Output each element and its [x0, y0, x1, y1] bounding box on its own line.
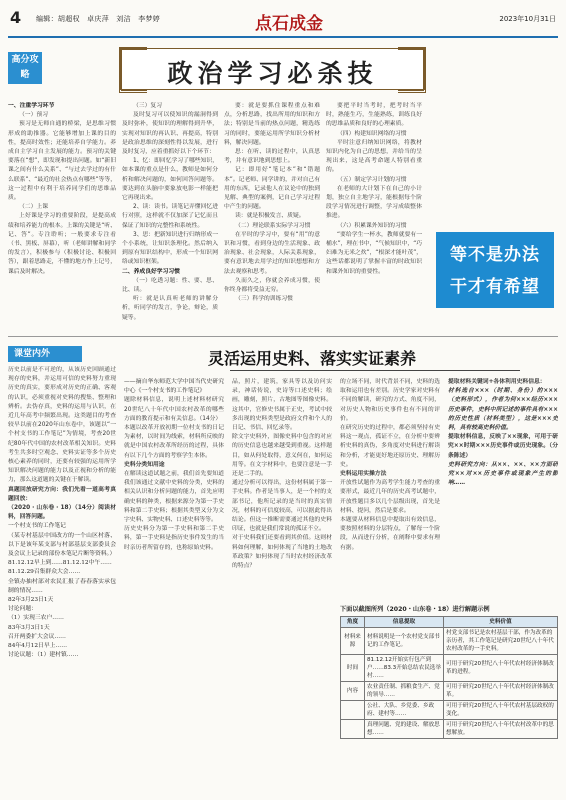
- paragraph: 久而久之，你就会养成习惯，使你终身都将受益无穷。: [224, 277, 320, 294]
- paragraph: 历史以前是不可逆的，从该历史回顾通过现存的史料，并运用可信的史料努力重现历史的真实，要形成对历史的正确、客观的认识，必须重视对史料的搜集、整理和辨析。去伪存真，史料的运用与认识，在近几年高考中频繁出现。这类题目的考查较早以前在2020年山东卷中，该题以“一个村支书的工作笔记”为情境，考查20世纪80年代中国的农村改革相关知识。史料考生共多时空观念、史料实证等多个历史核心素养的同时，还要有较强的运用所学知识解决问题的能力以及正视和分析的能力，那么这道题的关键在于解读。: [8, 367, 116, 484]
- quoted-material: 讨论议题：（1）建村镇……: [8, 652, 79, 659]
- paragraph-heading: 史料分类知用途: [124, 461, 165, 468]
- article2-column-2: [124, 378, 224, 792]
- section-divider: [8, 336, 558, 337]
- paragraph: “要给学生一杯水，教师就要有一桶水”，理在书中，“气候知识中，“巧妇难为无米之炊”，“根深才能叶茂”，这些话都说明了掌握丰富的时政知识和课外知识的重要性。: [326, 231, 422, 275]
- article2-column-4: [340, 378, 440, 596]
- paragraph: 1、忆：即回忆学习了哪些知识，如本课的重点是什么，教师是如何分析和解决问题的，如何回答问题等。要达到在头脑中要象放电影一样能把它再现出来。: [122, 158, 218, 202]
- article-column-1: [8, 102, 116, 328]
- article-column-2: [122, 102, 218, 328]
- table-header-row: [341, 617, 558, 628]
- slogan-line-1: 等不是办法: [450, 245, 540, 265]
- article-column-3: [224, 102, 320, 328]
- paragraph: 在解读这道试题之前，我们首先要知道我们该通过文献中史料的分类，史料的相关认识和分析问题的能力，首先应明确史料的种类，根据来源分为第一手史料和第二手史料；根据其类型又分为文字史料、实物史料、口述史料等等。: [124, 471, 224, 524]
- table-header-cell: 角度: [341, 617, 365, 628]
- paragraph: 本题要从材料信息中提取出有效信息，要按照材料的分层特点，了解每一个阶段，从而进行分析，在阐释中要求有理有据。: [340, 517, 440, 551]
- paragraph: 除文字史料外，图像史料中包含的对应的历史信息也越来越受到重视。这样题目，如从何处取得，意义何在，如何运用等。在文字材料中，也要注意是一手还是二手的。: [232, 434, 332, 478]
- quoted-material: 一个村支书的工作笔记: [8, 523, 66, 530]
- issue-date: 2023年10月31日: [499, 15, 556, 23]
- section-title: 点石成金: [255, 14, 323, 34]
- paragraph: 通过分析可以得出，这份材料属于第一手史料。作者是当事人，是一个村的支部书记，他所记录的是当时的真实情况，材料的可信度较高，可以据此得出结论。但这一推断需要通过其他的史料印证，也就是我们常说的孤证不立。: [232, 480, 332, 533]
- table-cell: 公社、大队、乡党委、乡政府、建村等……: [365, 701, 444, 720]
- paragraph: 读：就是积极发言、质疑。: [235, 213, 305, 220]
- paragraph-heading: 一、注重学习环节: [8, 103, 55, 109]
- page-header: [8, 6, 558, 38]
- paragraph: 要：就是要抓住课程重点和难点，分析思路，找出所用的知识和方法；特别是当前的热点问题，精选练习的同时，要能运用所学知识分析材料，解决问题。: [224, 103, 320, 146]
- paragraph: 在研究历史的过程中，都必须坚持有史料这一观点，孤证不立，在分析中要辨析史料的真伪，多角度对史料进行解读和分析，才能更好地还原历史、理解历史。: [340, 425, 440, 468]
- title-underline: [230, 370, 520, 371]
- quoted-material: （某专村基层中国改方的一个山区村落、以下是该年某支部与村部基层支部委员会及会议上记录的部份本笔记片断等资料。）: [8, 532, 116, 558]
- paragraph: （四）构建知识网络的习惯: [337, 130, 407, 137]
- paragraph: （一）预习: [19, 112, 48, 119]
- article-title-2: 灵活运用史料、落实实证素养: [208, 349, 417, 368]
- table-cell: 可用于研究20世纪八十年代农村基层政权的变化。: [444, 701, 558, 720]
- quoted-material: ——摘自华东师范大学中国当代史研究中心《一个村支书的工作笔记》: [124, 379, 224, 395]
- table-row: [341, 655, 558, 682]
- paragraph-heading: 史料运用实操方法: [340, 471, 387, 478]
- paragraph: 听：就是认真听老师的讲解分析，听同学的发言，争论，辩论，质疑等。: [122, 296, 218, 321]
- column-tag-classroom: 课堂内外: [8, 346, 82, 362]
- table-row: [341, 720, 558, 739]
- slogan-box: [436, 232, 554, 308]
- paragraph: 题除材料信息，说明上述材料材研究20世纪八十年代中国农村改革的哪些方面的教育提示和有关信息。（14分）: [124, 397, 224, 422]
- paragraph-heading: 提取材料关键词+各体利用史料信息：: [448, 379, 546, 385]
- table-row: [341, 682, 558, 701]
- paragraph: 本题以改革开放初期一位村支书的日记为素材，以时间为线索，材料所反映的就是中国农村改革所经历的过程，具体有以下几个方面的考察学生本体。: [124, 425, 224, 459]
- table-cell: 可用于研究20世纪八十年代农村经济体制改革。: [444, 682, 558, 701]
- paragraph: 对于史料我们还要看到其价值。这则材料如何理解，如何体现了当地的土地改革政策？如何体现了当时农村经济改革的特点？: [232, 535, 332, 570]
- table-cell: 材料来源: [341, 628, 365, 655]
- paragraph: 历史史料分为第一手史料和第二手史料，第一手史料是指历史事件发生的当时亲历者所留存的，也称原始史料。: [124, 526, 224, 551]
- paragraph-heading: 提取材料信息，反映了××现象，可用于研究××时期×××历史事件或历史现象。（分条陈述）: [448, 434, 558, 459]
- table-cell: [341, 720, 365, 739]
- table-row: [341, 628, 558, 655]
- quoted-material: 83年3月3日1天: [8, 624, 50, 631]
- paragraph: 及时复习可以使知识的漏洞得到及时弥补，使知识的理解得到升华，实现对知识的再认识、再提高，特别是政治思维的深刻性得以发展，进行及时复习，应着重抓好以下个环节：: [122, 112, 218, 156]
- paragraph: （六）积累课外知识的习惯: [337, 222, 407, 229]
- table-title: 下面以截图所列（2020・山东卷・18）进行解题示例: [340, 606, 490, 613]
- paragraph-heading: 二、养成良好学习习惯: [122, 268, 180, 275]
- paragraph: 开放性试题作为高考学生能力考查的重要形式，最近几年的历史高考试题中，开放性题目多以几个层级出现，首先是材料、提问，然后是要求。: [340, 480, 440, 514]
- paragraph: 3、思：把新知识进行归纳形成一个小系统，让知识条理化。然后纳入到原有知识结构中，形成一个知识网络或知识框架。: [122, 231, 218, 266]
- paragraph: 思：在听、读的过程中，认真思考，并有意识地到思想上。: [224, 149, 320, 165]
- slogan-line-2: 干才有希望: [450, 277, 540, 297]
- table-cell: 农业责任制、抓粮食生产、党的领导……: [365, 682, 444, 701]
- table-header-cell: 史料价值: [444, 617, 558, 628]
- table-cell: 可用于研究20世纪八十年代农村改革中的思想解放。: [444, 720, 558, 739]
- table-body: [341, 628, 558, 739]
- quoted-material: 81.12.12早上到……81.12.12中午……: [8, 560, 112, 567]
- paragraph: （五）制定学习计划的习惯: [337, 176, 407, 183]
- quoted-material: 84年4月12日早上……: [8, 643, 68, 650]
- paragraph: 平时注意归纳知识网络，将教材知识内化为自己的思想，并给当的呈现出来，这是高考命题人特别看重的。: [326, 139, 422, 174]
- table-header-cell: 信息提取: [365, 617, 444, 628]
- paragraph: 在老师的大计划下在自己的小计划，独立自主地学习，能根据每个阶段学习情况进行调整，学习成绩整体推进。: [326, 185, 422, 220]
- paragraph: （二）上课: [19, 204, 48, 211]
- paragraph: （三）复习: [133, 103, 162, 109]
- quoted-material: 82年3月23日1天: [8, 597, 54, 604]
- paragraph: 在平时的学习中，要有“用”的意识和习惯，看到身边的生活现象、政治现象、社会现象，人际关系现象，要有意识地去用学过的知识想想和方法去观察和思考。: [224, 231, 320, 275]
- article2-column-3: [232, 378, 332, 792]
- table-cell: 村党支部书记是农村基层干部，作为改革的亲历者，其工作笔记是研究20世纪八十年代农村改革的一手史料。: [444, 628, 558, 655]
- paragraph: 预习是无师自通的桥梁，是思维习惯形成的助推器。它能够增加上课的目的性，提高时效性；还能培养自学能力。养成自主学习自主发展的能力。预习的关键要落在“想”，即发现和提出问题。如“新旧课之间有什么关系”、“与过去学过的有什么联系”、“最近的社会热点有哪些”等等，这一过程中有利于培养同学们的思维品质。: [8, 121, 116, 202]
- editor-credits: 编辑：胡超权 卓庆萍 刘洁 李梦婷: [36, 15, 161, 23]
- paragraph: 上好课是学习的重要阶段，是提高成绩和培养能力的根本。上课的关键是“听、记、答”。专注聆听；一般要求专注看（书、黑板、屏幕），听（老师讲解和同学的发言），积极参与（积极讨论、积极回答），跟着思路走，不懂的地方作上记号，课后及时解决。: [8, 213, 116, 275]
- quoted-material: （1）实现三农户……: [8, 615, 64, 622]
- paragraph: 要把平时当考时，把考时当平时，熟能生巧，生能熟练，训练良好的思维品质和良好的心理素质。: [326, 103, 422, 128]
- table-cell: 材料说明是一个农村党支部书记的工作笔记。: [365, 628, 444, 655]
- example-table-block: [340, 604, 558, 792]
- article-banner: [120, 48, 425, 90]
- quoted-material: 全镇办抽村部对农民汇报了春春落实承包制的情况……: [8, 578, 116, 594]
- article-column-4: [326, 102, 422, 328]
- analysis-table: [340, 616, 558, 739]
- quoted-material: 召开两委扩大会议……: [8, 633, 66, 640]
- paragraph: 记：即用好“笔记本”和“错题本”。记老师、同学讲的，并对自己有用的东西，记录他人在议论中的独到见解、典型的案例，记自己学习过程中产生的问题。: [224, 167, 320, 211]
- quoted-material: 81.12.29召集群众大会……: [8, 569, 81, 576]
- paragraph: （二）理论联系实际学习习惯: [235, 222, 311, 229]
- article2-column-5: [448, 378, 558, 596]
- answer-template: 史料研究方向：从××、××、××方面研究××对××历史事件或现象产生的影响……: [448, 461, 558, 487]
- paragraph: 品，照片，建筑，家具等以及访问实录，神话传说，史诗等口述史料；绘画，雕刻，照片，古地图等图像史料。这其中，官修史书属于正史，考试中较多出现的史料类型是政府文件和个人的日记、书信、回忆录等。: [232, 379, 332, 432]
- paragraph-heading: （2020・山东卷・18）（14分）阅读材料，回答问题。: [8, 505, 116, 521]
- paragraph: 2、读：读书。读笔记弄懂回忆进行对照，这样就不仅加深了记忆而且保证了知识的完整性和系统性。: [122, 204, 218, 229]
- table-cell: 81.12.12开始实行包产到户……83.3开始总结农民选举村……: [365, 655, 444, 682]
- paragraph: （三）科学的训练习惯: [235, 296, 293, 303]
- paragraph-heading: 真题回放研究方向：我们先看一道高考真题回放：: [8, 486, 116, 502]
- table-cell: 真理问题、党的建设、解放思想……: [365, 720, 444, 739]
- article-title: 政治学习必杀技: [167, 59, 378, 88]
- page-number: 4: [10, 8, 22, 27]
- table-cell: [341, 701, 365, 720]
- table-cell: 可用于研究20世纪八十年代农村经济体制改革的进程。: [444, 655, 558, 682]
- column-tag-strategy: 高分攻略: [8, 52, 42, 84]
- paragraph: 的立场不同，时代背景不同，史料的选取和运用也有差别。历史学家对史料有不同的解读，研究的方式、角度不同，对历史人物和历史事件也有不同的评价。: [340, 379, 440, 422]
- table-row: [341, 701, 558, 720]
- quoted-material: 讨论问题：: [8, 606, 37, 613]
- paragraph: （一）吃透习题：性、要、思、比、读。: [122, 277, 218, 294]
- table-cell: 内容: [341, 682, 365, 701]
- answer-template: 材料选自×××（时期、身份）的×××（史料形式），作者为何×××经历×××历史事件，史料中所记述的事件具有×××的历史性质（材料类型），这是×××史料，具有较高史料价值。: [448, 388, 558, 432]
- article2-column-1: [8, 366, 116, 792]
- table-cell: 时间: [341, 655, 365, 682]
